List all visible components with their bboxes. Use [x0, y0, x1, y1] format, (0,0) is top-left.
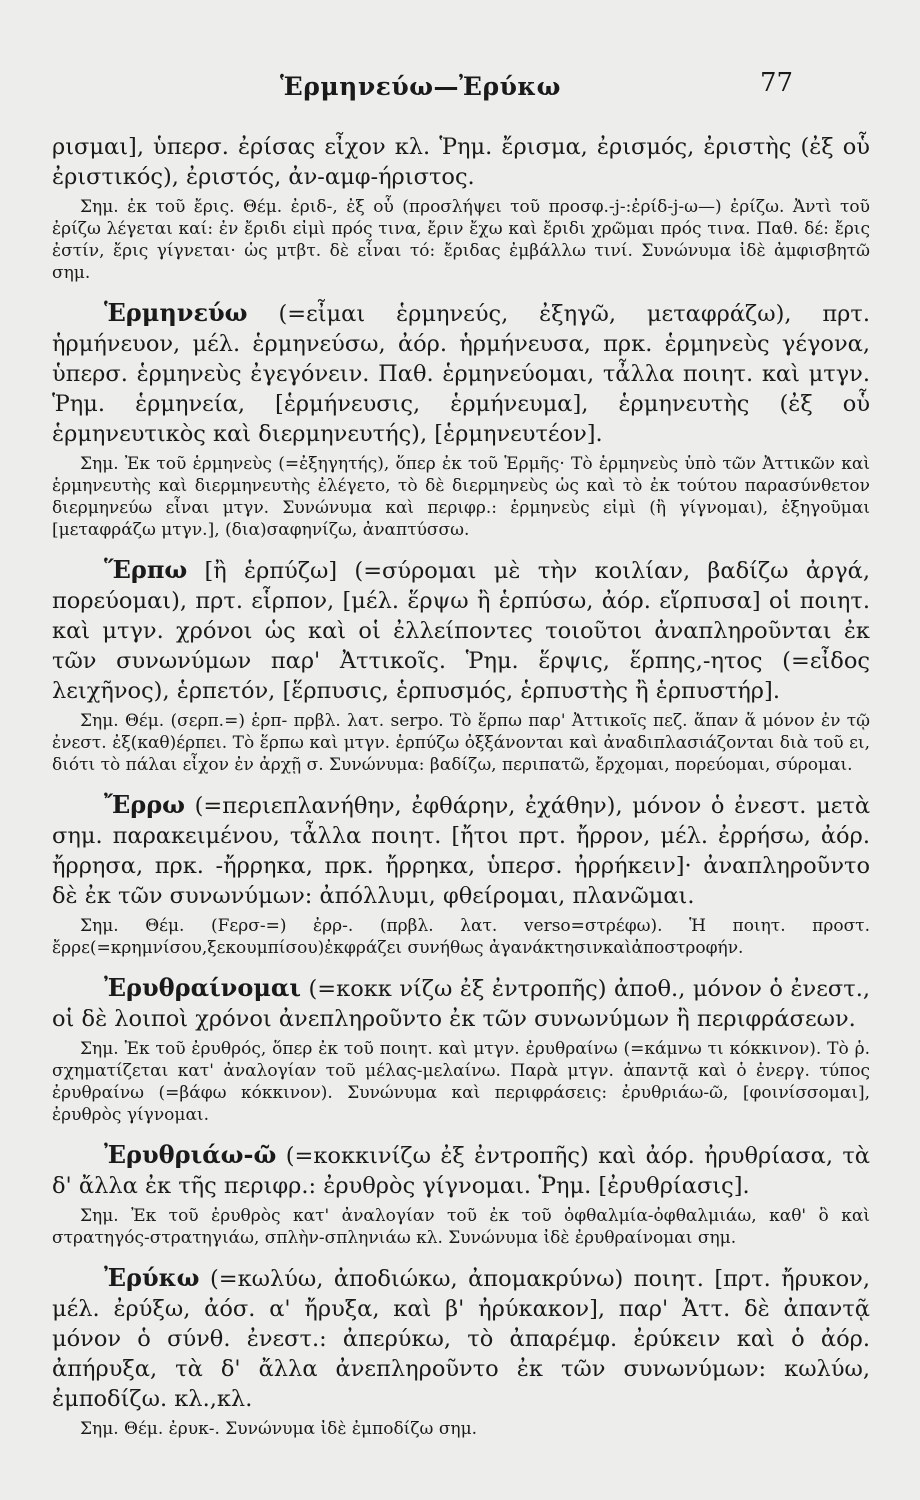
entry-text: ρισμαι], ὑπερσ. ἐρίσας εἶχον κλ. Ῥημ. ἔρισμα, ἐρισμός, ἐριστὴς (ἐξ οὗ ἐριστικός), ἐριστός, ἀν-αμφ-ήριστος. — [52, 134, 870, 190]
dictionary-body — [52, 132, 870, 1454]
entry-erythriao — [52, 1140, 870, 1201]
note-text: Σημ. Θέμ. (σερπ.=) ἑρπ- πρβλ. λατ. serpo. Τὸ ἕρπω παρ' Ἀττικοῖς πεζ. ἅπαν ἅ μόνον ἐν τῷ ἐνεστ. ἐξ(καθ)έρπει. Τὸ ἕρπω καὶ μτγν. ἑρπύζω ὀξξάνονται καὶ ἀναδιπλασιάζονται διὰ τοῦ ει, διότι τὸ πάλαι εἶχον ἐν ἀρχῇ σ. Συνώνυμα: βαδίζω, περιπατῶ, ἔρχομαι, πορεύομαι, σύρομαι. — [52, 711, 870, 775]
entry-erro — [52, 790, 870, 911]
entry-note — [52, 453, 870, 541]
entry-note — [52, 1418, 870, 1440]
entry-text: [ἢ ἑρπύζω] (=σύρομαι μὲ τὴν κοιλίαν, βαδίζω ἀργά, πορεύομαι), πρτ. εἷρπον, [μέλ. ἕρψω ἢ ἑρπύσω, ἀόρ. εἵρπυσα] οἱ ποιητ. καὶ μτγν. χρόνοι ὡς καὶ οἱ ἐλλείποντες τοιοῦτοι ἀναπληροῦνται ἐκ τῶν συνωνύμων παρ' Ἀττικοῖς. Ῥημ. ἕρψις, ἕρπης,-ητος (=εἶδος λειχῆνος), ἑρπετόν, [ἕρπυσις, ἑρπυσμός, ἑρπυστὴς ἢ ἑρπυστήρ]. — [52, 558, 870, 704]
note-text: Σημ. Θέμ. ἐρυκ-. Συνώνυμα ἰδὲ ἐμποδίζω σημ. — [80, 1419, 478, 1439]
entry-text: (=κοκκ νίζω ἐξ ἐντροπῆς) ἀποθ., μόνον ὁ ἐνεστ., οἱ δὲ λοιποὶ χρόνοι ἀνεπληροῦντο ἐκ τῶν συνωνύμων ἢ περιφράσεων. — [52, 976, 870, 1032]
entry-text: (=κωλύω, ἀποδιώκω, ἀπομακρύνω) ποιητ. [πρτ. ἤρυκον, μέλ. ἐρύξω, ἀόσ. α' ἤρυξα, καὶ β' ἠρύκακον], παρ' Ἀττ. δὲ ἀπαντᾷ μόνον ὁ σύνθ. ἐνεστ.: ἀπερύκω, τὸ ἀπαρέμφ. ἐρύκειν καὶ ὁ ἀόρ. ἀπήρυξα, τὰ δ' ἄλλα ἀνεπληροῦντο ἐκ τῶν συνωνύμων: κωλύω, ἐμποδίζω. κλ.,κλ. — [52, 1266, 870, 1412]
entry-note — [52, 710, 870, 776]
entry-note — [52, 915, 870, 959]
note-text: Σημ. Θέμ. (Fερσ-=) ἐρρ-. (πρβλ. λατ. verso=στρέφω). Ἡ ποιητ. προστ. ἔρρε(=κρημνίσου,ξεκουμπίσου)ἐκφράζει συνήθως ἀγανάκτησινκαὶἀποστροφήν. — [52, 916, 870, 958]
page-number: 77 — [760, 68, 794, 98]
page-header — [0, 68, 920, 112]
entry-eryko — [52, 1263, 870, 1414]
entry-lemma: Ἔρρω — [104, 790, 186, 819]
note-text: Σημ. Ἐκ τοῦ ἑρμηνεὺς (=ἐξηγητής), ὅπερ ἐκ τοῦ Ἑρμῆς· Τὸ ἑρμηνεὺς ὑπὸ τῶν Ἀττικῶν καὶ ἑρμηνευτὴς καὶ διερμηνευτὴς ἐλέγετο, τὸ δὲ διερμηνεὺς ὡς καὶ τὸ ἐκ τούτου παρασύνθετον διερμηνεύω εἶναι μτγν. Συνώνυμα καὶ περιφρ.: ἑρμηνεὺς εἰμὶ (ἢ γίγνομαι), ἐξηγοῦμαι [μεταφράζω μτγν.], (δια)σαφηνίζω, ἀναπτύσσω. — [52, 454, 870, 540]
entry-note — [52, 196, 870, 284]
entry-text: (=περιεπλανήθην, ἐφθάρην, ἐχάθην), μόνον ὁ ἐνεστ. μετὰ σημ. παρακειμένου, τἆλλα ποιητ. [ἤτοι πρτ. ἤρρον, μέλ. ἐρρήσω, ἀόρ. ἤρρησα, πρκ. -ἤρρηκα, πρκ. ἤρρηκα, ὑπερσ. ἠρρήκειν]· ἀναπληροῦντο δὲ ἐκ τῶν συνωνύμων: ἀπόλλυμι, φθείρομαι, πλανῶμαι. — [52, 793, 871, 909]
running-title: Ἑρμηνεύω—Ἐρύκω — [280, 72, 561, 101]
entry-text: (=εἶμαι ἑρμηνεύς, ἐξηγῶ, μεταφράζω), πρτ. ἡρμήνευον, μέλ. ἑρμηνεύσω, ἀόρ. ἡρμήνευσα, πρκ. ἑρμηνεὺς γέγονα, ὑπερσ. ἑρμηνεὺς ἐγεγόνειν. Παθ. ἑρμηνεύομαι, τἆλλα ποιητ. καὶ μτγν. Ῥημ. ἑρμηνεία, [ἑρμήνευσις, ἑρμήνευμα], ἑρμηνευτὴς (ἐξ οὗ ἑρμηνευτικὸς καὶ διερμηνευτής), [ἑρμηνευτέον]. — [52, 301, 871, 447]
entry-lemma: Ἐρυθραίνομαι — [104, 973, 301, 1002]
entry-lemma: Ἐρύκω — [104, 1263, 200, 1292]
entry-lemma: Ἐρυθριάω-ῶ — [104, 1140, 277, 1169]
note-text: Σημ. Ἐκ τοῦ ἐρυθρός, ὅπερ ἐκ τοῦ ποιητ. καὶ μτγν. ἐρυθραίνω (=κάμνω τι κόκκινον). Τὸ ῥ. σχηματίζεται κατ' ἀναλογίαν τοῦ μέλας-μελαίνω. Παρὰ μτγν. ἀπαντᾷ καὶ ὁ ἐνεργ. τύπος ἐρυθραίνω (=βάφω κόκκινον). Συνώνυμα καὶ περιφράσεις: ἐρυθριάω-ῶ, [φοινίσσομαι], ἐρυθρὸς γίγνομαι. — [52, 1039, 870, 1125]
entry-hermeneuo — [52, 298, 870, 449]
entry-continuation — [52, 132, 870, 192]
entry-lemma: Ἑρμηνεύω — [104, 298, 248, 327]
entry-note — [52, 1038, 870, 1126]
note-text: Σημ. Ἐκ τοῦ ἐρυθρὸς κατ' ἀναλογίαν τοῦ ἐκ τοῦ ὀφθαλμία-ὀφθαλμιάω, καθ' ὃ καὶ στρατηγός-στρατηγιάω, σπλὴν-σπληνιάω κλ. Συνώνυμα ἰδὲ ἐρυθραίνομαι σημ. — [52, 1206, 870, 1248]
entry-lemma: Ἕρπω — [104, 555, 188, 584]
entry-text: (=κοκκινίζω ἐξ ἐντροπῆς) καὶ ἀόρ. ἠρυθρίασα, τὰ δ' ἄλλα ἐκ τῆς περιφρ.: ἐρυθρὸς γίγνομαι. Ῥημ. [ἐρυθρίασις]. — [52, 1143, 870, 1199]
entry-erythrainomai — [52, 973, 870, 1034]
entry-herpo — [52, 555, 870, 706]
entry-note — [52, 1205, 870, 1249]
note-text: Σημ. ἐκ τοῦ ἔρις. Θέμ. ἐριδ-, ἐξ οὗ (προσλήψει τοῦ προσφ.-j-:ἐρίδ-j-ω—) ἐρίζω. Ἀντὶ τοῦ ἐρίζω λέγεται καί: ἐν ἔριδι εἰμὶ πρός τινα, ἔριν ἔχω καὶ ἔριδι χρῶμαι πρός τινα. Παθ. δέ: ἔρις ἐστίν, ἔρις γίγνεται· ὡς μτβτ. δὲ εἶναι τό: ἔριδας ἐμβάλλω τινί. Συνώνυμα ἰδὲ ἀμφισβητῶ σημ. — [52, 197, 870, 283]
